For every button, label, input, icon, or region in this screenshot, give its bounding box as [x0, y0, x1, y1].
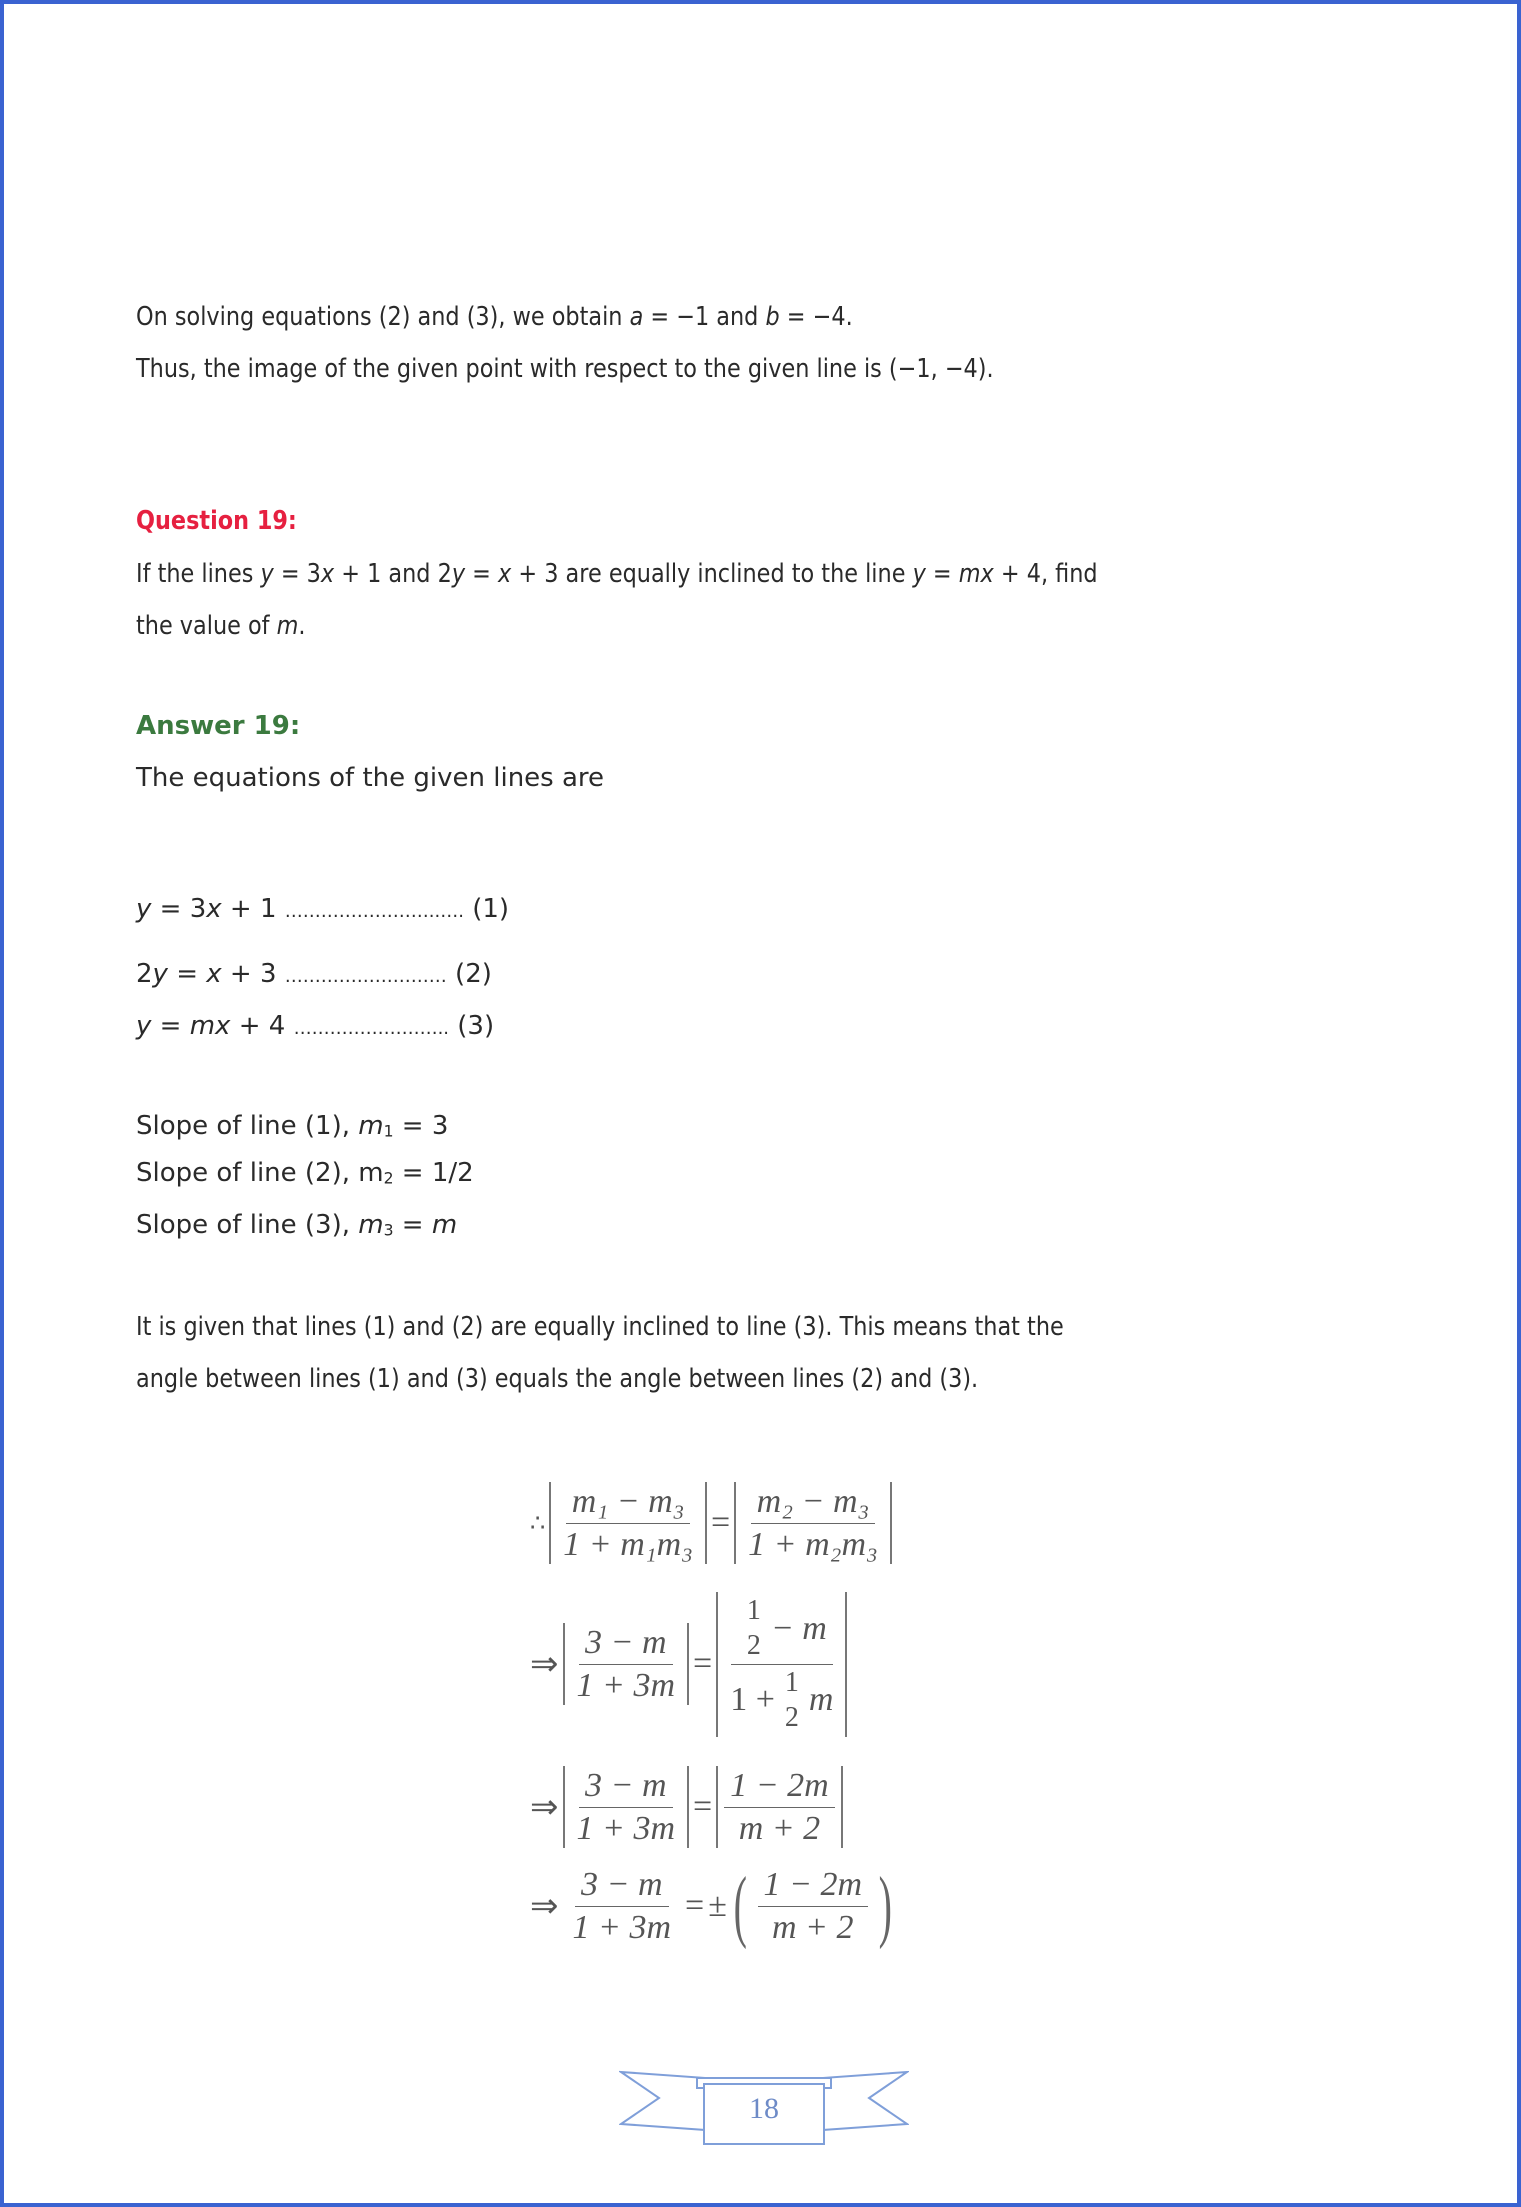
equation-3: y = mx + 4 …………………….. (3) [136, 1011, 495, 1041]
explanation-line-1: It is given that lines (1) and (2) are equally inclined to line (3). This means that the [136, 1312, 1064, 1342]
math-step-2: ⇒ $\frac{3 - m}{1 + 3m}$ = 1 2 − m 1 + 1 2 m [526, 1592, 847, 1737]
intro-line-2: Thus, the image of the given point with respect to the given line is (−1, −4). [136, 354, 994, 384]
intro-text: On solving equations (2) and (3), we obtain a = −1 and b = −4. [136, 302, 853, 332]
slope-line-2: Slope of line (2), $m_2 = 1/2$ [136, 1158, 474, 1188]
math-step-4: ⇒ $\frac{3 - m}{1 + 3m}$ = ± ( $\frac{1 - 2m}{m + 2}$ ) [530, 1862, 892, 1950]
question-heading: Question 19: [136, 506, 297, 536]
question-line-1: If the lines y = 3x + 1 and 2y = x + 3 are equally inclined to the line y = mx + 4, find [136, 559, 1098, 589]
equation-2: 2y = x + 3 ……………………… (2) [136, 959, 492, 989]
answer-heading: Answer 19: [136, 711, 301, 741]
page-number-banner [619, 2064, 909, 2149]
answer-intro: The equations of the given lines are [136, 763, 605, 793]
page-number: 18 [749, 2092, 779, 2125]
slope-line-3: Slope of line (3), $m_3 = m$ [136, 1210, 458, 1240]
question-line-2: the value of m. [136, 611, 306, 641]
slope-line-1: Slope of line (1), $m_1 = 3$ [136, 1111, 449, 1141]
intro-line-1 [136, 302, 853, 333]
math-step-3: ⇒ $\frac{3 - m}{1 + 3m}$ = $\frac{1 - 2m}{m + 2}$ [526, 1766, 843, 1848]
math-step-1: ∴ $\frac{\text{m₁ − m₃}}{\text{1 + m₁m₃}}$ = $\frac{\text{m₂ − m₃}}{\text{1 + m₂m₃}}$ [526, 1482, 892, 1564]
document-page [4, 4, 1517, 2203]
explanation-line-2: angle between lines (1) and (3) equals the angle between lines (2) and (3). [136, 1364, 979, 1394]
equation-1: y = 3x + 1 ……………………..…. (1) [136, 894, 510, 924]
